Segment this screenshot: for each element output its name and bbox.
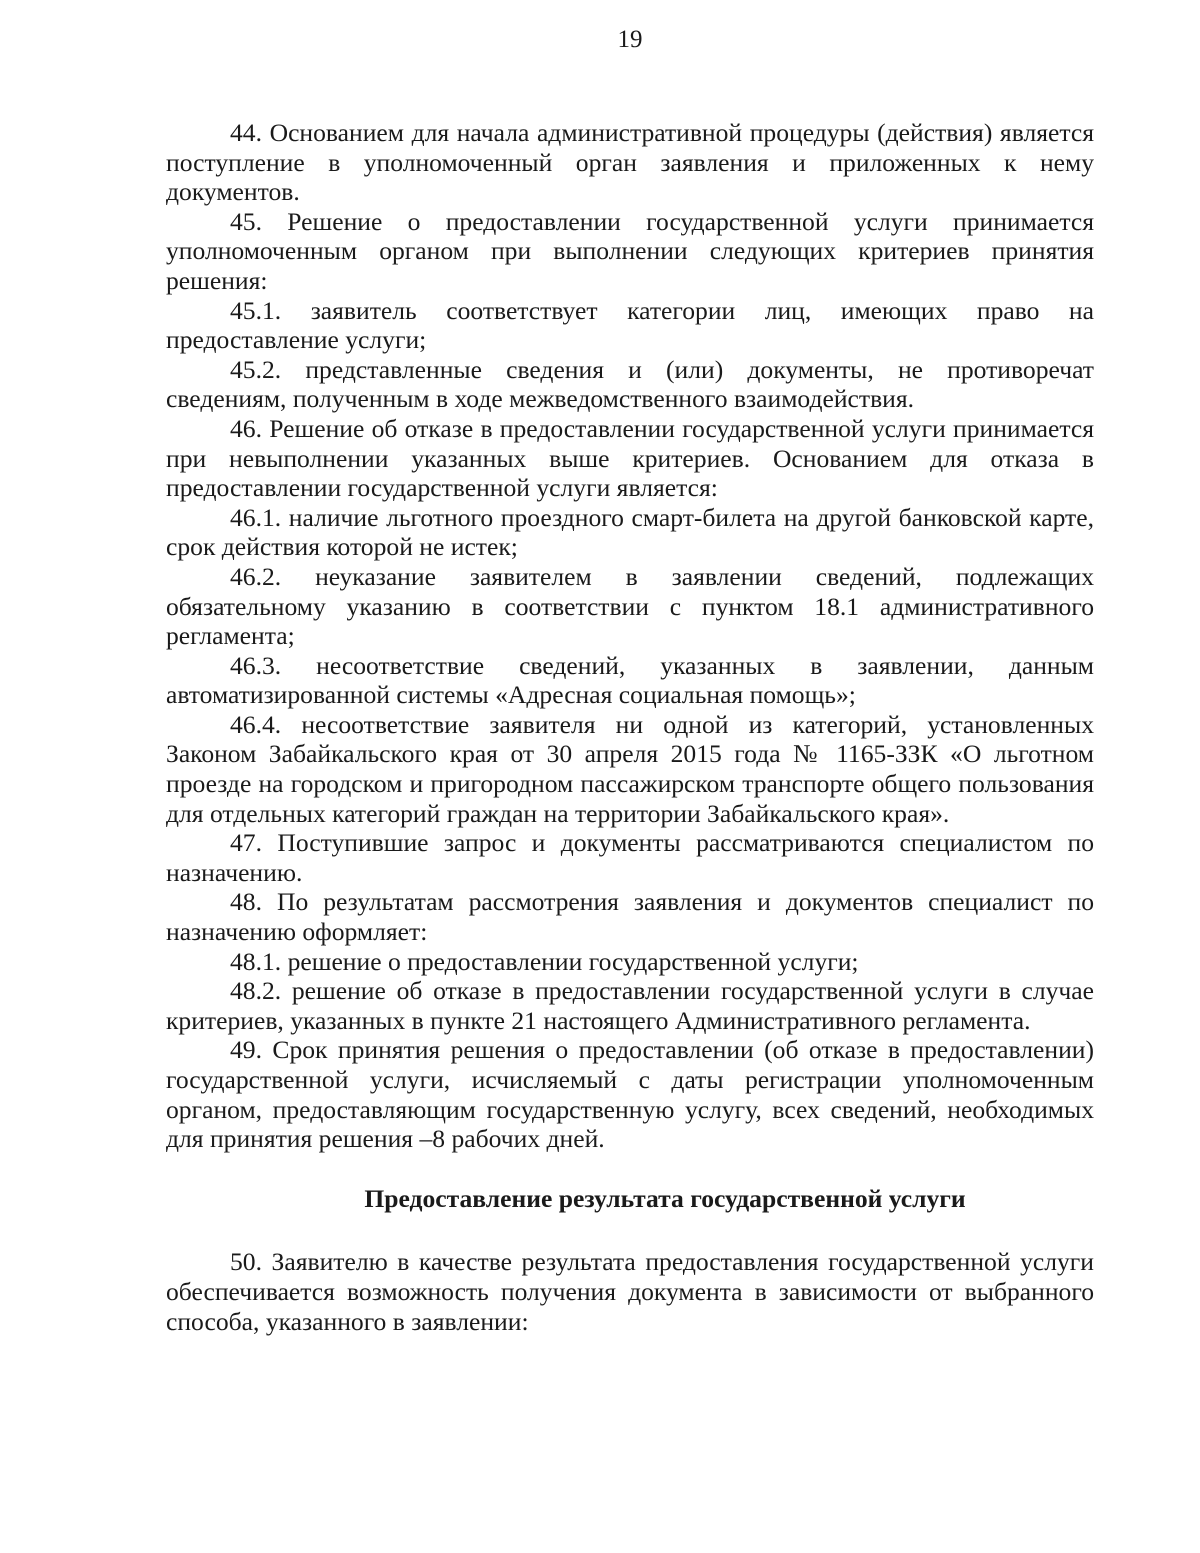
paragraph-47: 47. Поступившие запрос и документы рассматриваются специалистом по назначению.	[166, 828, 1094, 887]
page-number: 19	[617, 26, 643, 53]
paragraph-45-1: 45.1. заявитель соответствует категории лиц, имеющих право на предоставление услуги;	[166, 295, 1094, 355]
paragraph-45: 45. Решение о предоставлении государственной услуги принимается уполномоченным органом при выполнении следующих критериев принятия решения:	[166, 206, 1094, 295]
paragraph-49: 49. Срок принятия решения о предоставлении (об отказе в предоставлении) государственной услуги, исчисляемый с даты регистрации уполномоченным органом, предоставляющим государственную услугу, всех сведений, необходимых для принятия решения –8 рабочих дней.	[166, 1035, 1094, 1154]
paragraph-46-1: 46.1. наличие льготного проездного смарт-билета на другой банковской карте, срок действия которой не истек;	[166, 502, 1094, 562]
paragraph-48-1: 48.1. решение о предоставлении государственной услуги;	[230, 946, 859, 976]
document-body	[166, 118, 1094, 1336]
paragraph-48-2: 48.2. решение об отказе в предоставлении государственной услуги в случае критериев, указанных в пункте 21 настоящего Административного регламента.	[166, 976, 1094, 1035]
paragraph-50: 50. Заявителю в качестве результата предоставления государственной услуги обеспечивается возможность получения документа в зависимости от выбранного способа, указанного в заявлении:	[166, 1247, 1094, 1336]
paragraph-46-3: 46.3. несоответствие сведений, указанных в заявлении, данным автоматизированной системы «Адресная социальная помощь»;	[166, 650, 1094, 710]
paragraph-46: 46. Решение об отказе в предоставлении государственной услуги принимается при невыполнении указанных выше критериев. Основанием для отказа в предоставлении государственной услуги является:	[166, 413, 1094, 503]
paragraph-46-2: 46.2. неуказание заявителем в заявлении сведений, подлежащих обязательному указанию в соответствии с пунктом 18.1 административного регламента;	[166, 561, 1094, 651]
paragraph-48: 48. По результатам рассмотрения заявления и документов специалист по назначению оформляет:	[166, 887, 1094, 947]
paragraph-45-2: 45.2. представленные сведения и (или) документы, не противоречат сведениям, полученным в ходе межведомственного взаимодействия.	[166, 354, 1094, 414]
paragraph-44: 44. Основанием для начала административной процедуры (действия) является поступление в уполномоченный орган заявления и приложенных к нему документов.	[166, 118, 1094, 207]
paragraph-46-4: 46.4. несоответствие заявителя ни одной из категорий, установленных Законом Забайкальского края от 30 апреля 2015 года № 1165-ЗЗК «О льготном проезде на городском и пригородном пассажирском транспорте общего пользования для отдельных категорий граждан на территории Забайкальского края».	[166, 709, 1094, 828]
section-heading: Предоставление результата государственной услуги	[364, 1183, 966, 1213]
